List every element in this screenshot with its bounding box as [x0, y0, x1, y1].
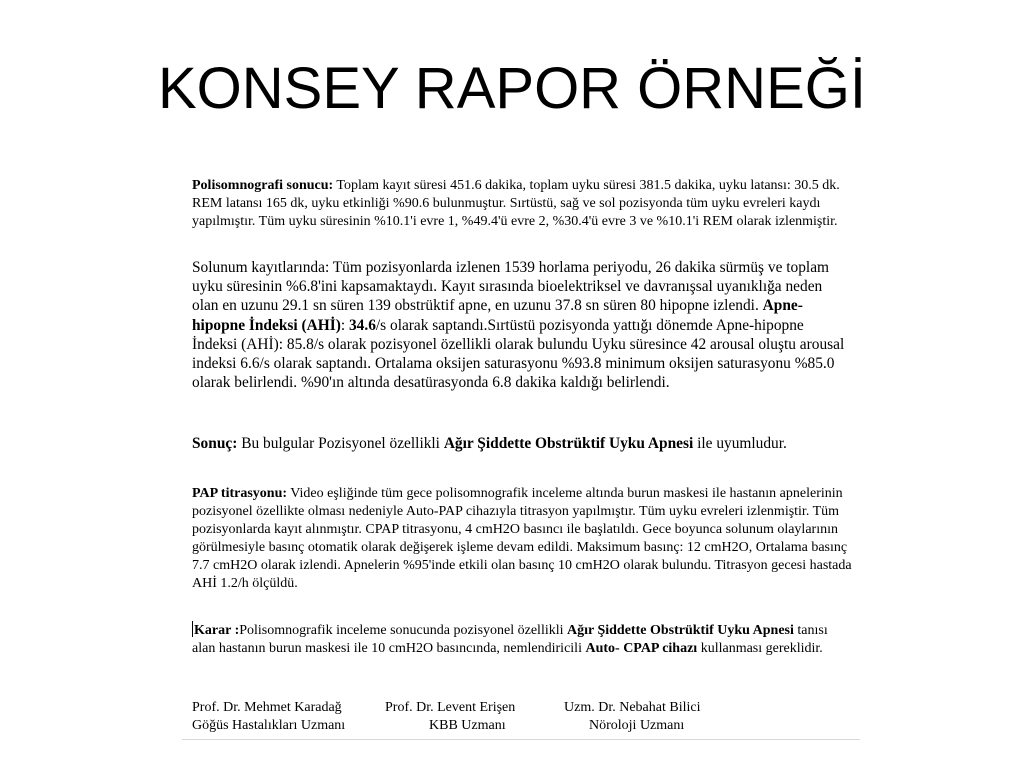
slide-title: KONSEY RAPOR ÖRNEĞİ — [158, 56, 866, 121]
ahi-value: 34.6 — [348, 316, 376, 334]
conclusion-text-b: ile uyumludur. — [693, 435, 787, 452]
signature-name-3: Uzm. Dr. Nebahat Bilici — [564, 700, 701, 715]
respiration-paragraph — [192, 258, 852, 392]
pap-label: PAP titrasyonu: — [192, 486, 288, 501]
decision-text-b: tanısı alan hastanın burun maskesi ile 10 cmH2O basıncında, nemlendiricili — [192, 623, 828, 656]
decision-text-c: kullanması gereklidir. — [697, 641, 823, 656]
respiration-text-a: Solunum kayıtlarında: Tüm pozisyonlarda izlenen 1539 horlama periyodu, 26 dakika sürmüş ve toplam uyku süresinin %6.8'ini kapsamaktaydı. Kayıt sırasında bioelektriksel ve davranışsal uyanıklığa neden olan en uzunu 29.1 sn süren 139 obstrüktif apne, en uzunu 37.8 sn süren 80 hipopne izlendi. — [192, 259, 830, 315]
pap-paragraph — [192, 485, 852, 593]
ahi-label: Apne-hipopne İndeksi (AHİ) — [192, 297, 803, 334]
signature-name-1: Prof. Dr. Mehmet Karadağ — [192, 700, 342, 715]
signature-title-1: Göğüs Hastalıkları Uzmanı — [192, 718, 346, 733]
polysomnography-text: Toplam kayıt süresi 451.6 dakika, toplam uyku süresi 381.5 dakika, uyku latansı: 30.5 dk. REM latansı 165 dk, uyku etkinliği %90.6 bulunmuştur. Sırtüstü, sağ ve sol pozisyonda tüm uyku evreleri kaydı yapılmıştır. Tüm uyku süresinin %10.1'i evre 1, %49.4'ü evre 2, %30.4'ü evre 3 ve %10.1'i REM olarak izlenmiştir. — [192, 178, 840, 229]
conclusion-diagnosis: Ağır Şiddette Obstrüktif Uyku Apnesi — [443, 435, 694, 452]
ahi-colon: : — [340, 316, 349, 334]
decision-device: Auto- CPAP cihazı — [585, 641, 698, 656]
decision-paragraph — [192, 621, 852, 658]
conclusion-paragraph — [192, 434, 852, 453]
decision-diagnosis: Ağır Şiddette Obstrüktif Uyku Apnesi — [567, 623, 794, 638]
signature-name-2: Prof. Dr. Levent Erişen — [385, 700, 516, 715]
polysomnography-label: Polisomnografi sonucu: — [192, 178, 334, 193]
conclusion-text-a: Bu bulgular Pozisyonel özellikli — [237, 435, 444, 452]
conclusion-label: Sonuç: — [192, 435, 238, 452]
signature-title-2: KBB Uzmanı — [429, 718, 506, 733]
signature-title-3: Nöroloji Uzmanı — [589, 718, 685, 733]
respiration-text-b: /s olarak saptandı.Sırtüstü pozisyonda yattığı dönemde Apne-hipopne İndeksi (AHİ): 85.8/s olarak pozisyonel özellikli olarak bulundu Uyku süresince 42 arousal oluştu arousal indeksi 6.6/s olarak saptandı. Ortalama oksijen saturasyonu %93.8 minimum oksijen saturasyonu %85.0 olarak belirlendi. %90'ın altında desatürasyonda 6.8 dakika kaldığı belirlendi. — [192, 316, 845, 392]
text-cursor — [192, 621, 193, 637]
decision-text-a: Polisomnografik inceleme sonucunda pozisyonel özellikli — [239, 623, 567, 638]
decision-label: Karar : — [194, 623, 240, 638]
pap-text: Video eşliğinde tüm gece polisomnografik inceleme altında burun maskesi ile hastanın apnelerinin pozisyonel özellikte olması nedeniyle Auto-PAP cihazıyla titrasyon yapılmıştır. Tüm uyku evreleri izlenmiştir. Tüm pozisyonlarda kayıt alınmıştır. CPAP titrasyonu, 4 cmH2O basıncı ile başlatıldı. Gece boyunca solunum olaylarının görülmesiyle basınç otomatik olarak değişerek işleme devam edildi. Maksimum basınç: 12 cmH2O, Ortalama basınç 7.7 cmH2O olarak izlendi. Apnelerin %95'inde etkili olan basınç 10 cmH2O olarak bulundu. Titrasyon gecesi hastada AHİ 1.2/h ölçüldü. — [192, 486, 852, 591]
report-document — [182, 172, 860, 740]
polysomnography-paragraph — [192, 177, 852, 231]
